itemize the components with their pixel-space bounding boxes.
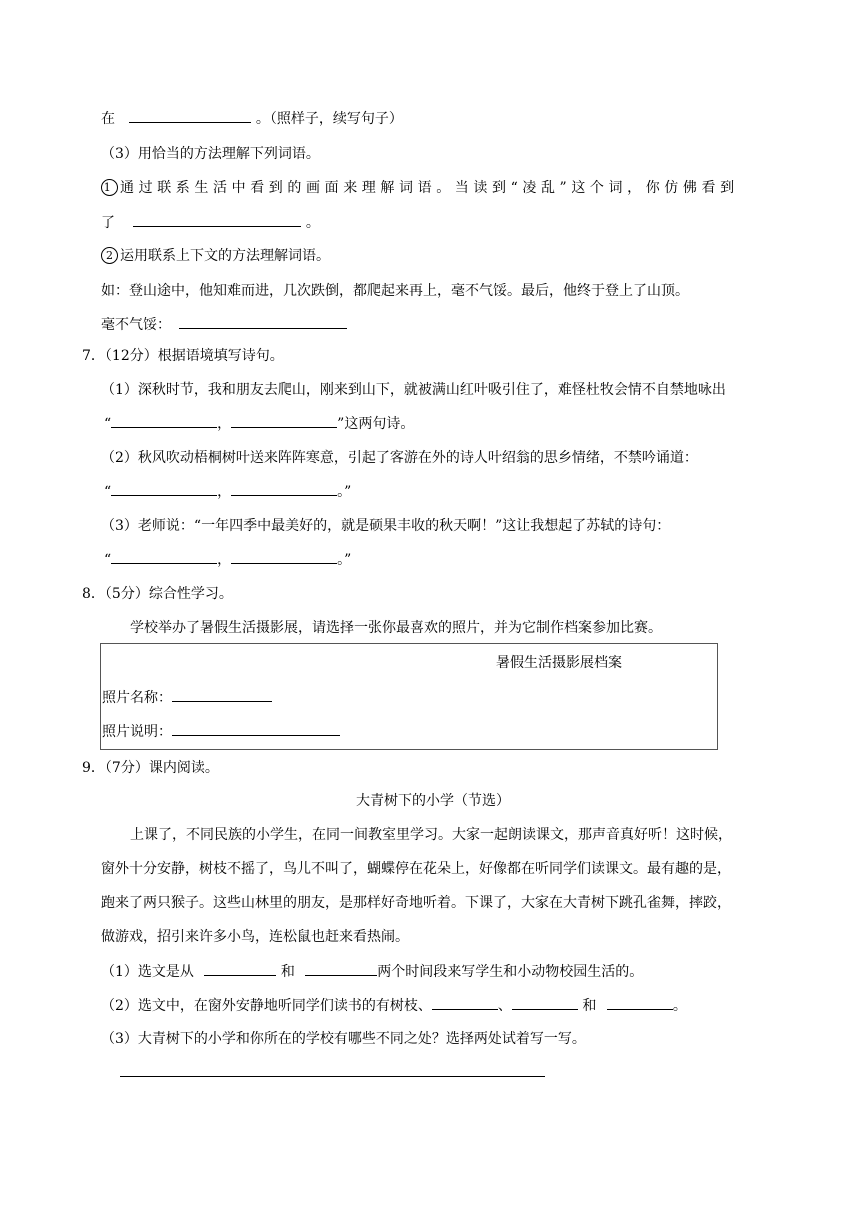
question-7-1-blanks: “ ， ”这两句诗。 xyxy=(104,413,414,434)
photo-name-row: 照片名称： xyxy=(102,687,272,708)
answer-blank[interactable] xyxy=(204,961,276,976)
question-9-1: （1）选文是从 和 两个时间段来写学生和小动物校园生活的。 xyxy=(101,961,643,982)
question-7-3: （3）老师说：“一年四季中最美好的，就是硕果丰收的秋天啊！”这让我想起了苏轼的诗句： xyxy=(101,518,671,534)
answer-blank[interactable] xyxy=(111,413,217,428)
fill-line-continue: 在 。（照样子，续写句子） xyxy=(101,108,403,129)
question-9-title: 9．（7分）课内阅读。 xyxy=(82,760,219,776)
photo-desc-field[interactable] xyxy=(172,721,340,736)
question-7-1: （1）深秋时节，我和朋友去爬山，刚来到山下，就被满山红叶吸引住了，难怪杜牧会情不自禁地咏出 xyxy=(101,382,726,398)
idiom-answer-line: 毫不气馁： xyxy=(101,314,347,335)
question-7-2-blanks: “ ， 。” xyxy=(104,481,351,502)
circled-number-2: 2 xyxy=(101,247,118,264)
passage-line-3: 跑来了两只猴子。这些山林里的朋友，是那样好奇地听着。下课了，大家在大青树下跳孔雀舞，摔跤， xyxy=(101,895,731,911)
answer-blank[interactable] xyxy=(111,549,217,564)
passage-line-2: 窗外十分安静，树枝不摇了，鸟儿不叫了，蝴蝶停在花朵上，好像都在听同学们读课文。最有趣的是， xyxy=(101,861,731,877)
question-8-title: 8．（5分）综合性学习。 xyxy=(82,586,233,602)
answer-blank[interactable] xyxy=(432,995,498,1010)
answer-blank[interactable] xyxy=(305,961,377,976)
sub-question-3: （3）用恰当的方法理解下列词语。 xyxy=(101,146,320,162)
passage-title: 大青树下的小学（节选） xyxy=(356,793,510,809)
answer-blank[interactable] xyxy=(231,549,337,564)
circled-number-1: 1 xyxy=(101,179,118,196)
answer-line[interactable] xyxy=(120,1076,545,1077)
answer-blank[interactable] xyxy=(133,212,301,227)
question-7-title: 7．（12分）根据语境填写诗句。 xyxy=(82,348,284,364)
method-1-answer: 了 。 xyxy=(101,212,320,233)
answer-blank[interactable] xyxy=(129,108,251,123)
example-sentence: 如：登山途中，他知难而进，几次跌倒，都爬起来再上，毫不气馁。最后，他终于登上了山顶。 xyxy=(101,283,689,299)
question-7-3-blanks: “ ， 。” xyxy=(104,549,351,570)
answer-blank[interactable] xyxy=(512,995,578,1010)
archive-title: 暑假生活摄影展档案 xyxy=(496,655,622,671)
photo-desc-row: 照片说明： xyxy=(102,721,340,742)
question-9-2: （2）选文中，在窗外安静地听同学们读书的有树枝、 、 和 。 xyxy=(101,995,687,1016)
answer-blank[interactable] xyxy=(179,314,347,329)
answer-blank[interactable] xyxy=(607,995,673,1010)
question-9-3: （3）大青树下的小学和你所在的学校有哪些不同之处？选择两处试着写一写。 xyxy=(101,1031,586,1047)
answer-blank[interactable] xyxy=(231,413,337,428)
passage-line-1: 上课了，不同民族的小学生，在同一间教室里学习。大家一起朗读课文，那声音真好听！这时候， xyxy=(130,827,732,843)
question-7-2: （2）秋风吹动梧桐树叶送来阵阵寒意，引起了客游在外的诗人叶绍翁的思乡情绪，不禁吟诵道： xyxy=(101,450,698,466)
method-1-line: 1 通过联系生活中看到的画面来理解词语。当读到“凌乱”这个词，你仿佛看到 xyxy=(101,178,739,198)
question-8-intro: 学校举办了暑假生活摄影展，请选择一张你最喜欢的照片，并为它制作档案参加比赛。 xyxy=(130,620,662,636)
method-2-line: 2 运用联系上下文的方法理解词语。 xyxy=(101,246,330,266)
answer-blank[interactable] xyxy=(111,481,217,496)
passage-line-4: 做游戏，招引来许多小鸟，连松鼠也赶来看热闹。 xyxy=(101,929,409,945)
photo-name-field[interactable] xyxy=(172,687,272,702)
answer-blank[interactable] xyxy=(231,481,337,496)
